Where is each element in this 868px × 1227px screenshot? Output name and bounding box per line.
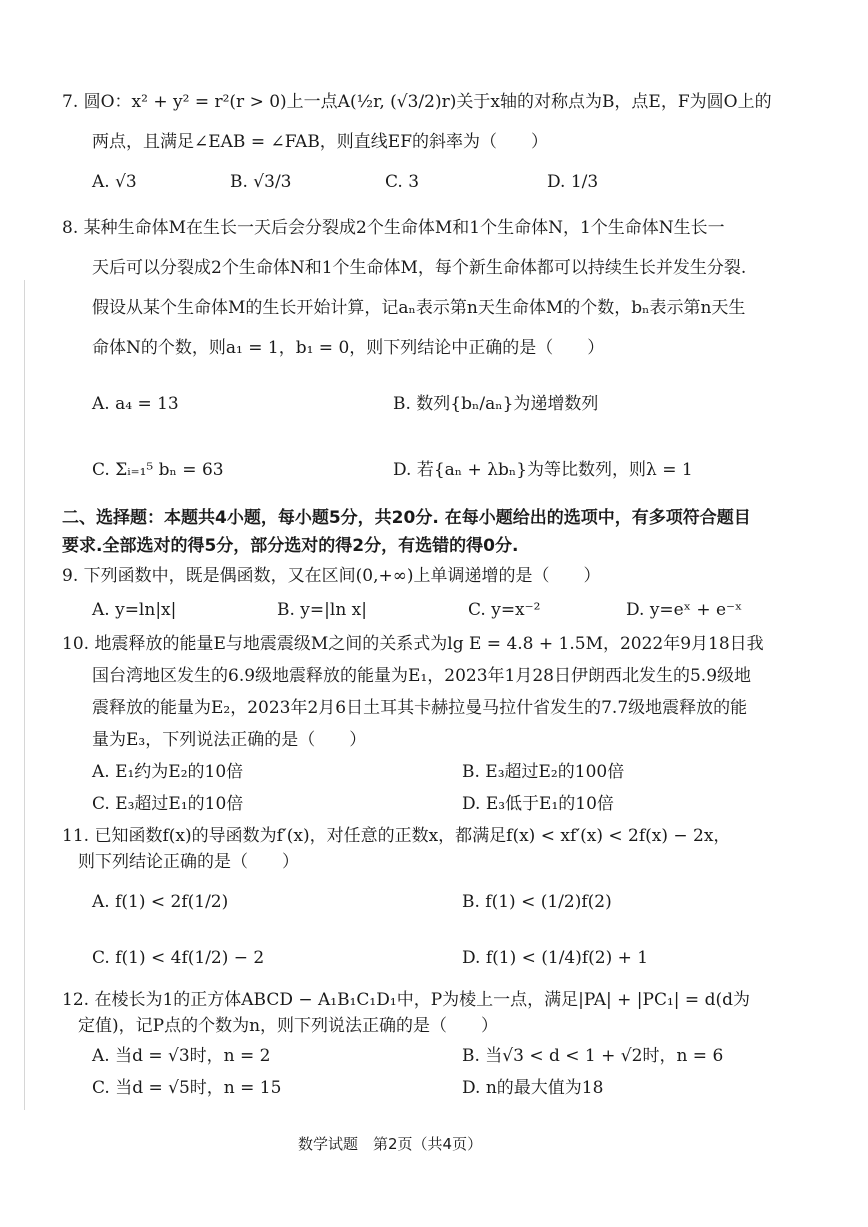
q7-option-c: C. 3 xyxy=(385,172,420,192)
q8-line-4: 命体N的个数，则a₁ = 1，b₁ = 0，则下列结论中正确的是（ ） xyxy=(92,338,605,358)
q10-option-a: A. E₁约为E₂的10倍 xyxy=(92,762,244,782)
q8-option-b: B. 数列{bₙ/aₙ}为递增数列 xyxy=(393,394,599,414)
q12-option-a: A. 当d = √3时，n = 2 xyxy=(92,1046,271,1066)
q8-option-d: D. 若{aₙ + λbₙ}为等比数列，则λ = 1 xyxy=(393,460,693,480)
q7-option-d: D. 1/3 xyxy=(547,172,599,192)
q12-line-2: 定值)，记P点的个数为n，则下列说法正确的是（ ） xyxy=(78,1016,499,1036)
q10-line-1: 10. 地震释放的能量E与地震震级M之间的关系式为lg E = 4.8 + 1.5M，2022年9月18日我 xyxy=(62,634,764,654)
q9-option-d: D. y=eˣ + e⁻ˣ xyxy=(626,600,743,620)
q11-line-1: 11. 已知函数f(x)的导函数为f′(x)，对任意的正数x，都满足f(x) < xf′(x) < 2f(x) − 2x， xyxy=(62,826,731,846)
q10-option-c: C. E₃超过E₁的10倍 xyxy=(92,794,244,814)
q9-line-1: 9. 下列函数中，既是偶函数，又在区间(0,+∞)上单调递增的是（ ） xyxy=(62,566,601,586)
q12-option-b: B. 当√3 < d < 1 + √2时，n = 6 xyxy=(462,1046,724,1066)
q11-option-c: C. f(1) < 4f(1/2) − 2 xyxy=(92,948,265,968)
q8-line-3: 假设从某个生命体M的生长开始计算，记aₙ表示第n天生命体M的个数，bₙ表示第n天生 xyxy=(92,298,746,318)
q11-line-2: 则下列结论正确的是（ ） xyxy=(78,852,299,872)
section-2-header-line-1: 二、选择题：本题共4小题，每小题5分，共20分. 在每小题给出的选项中，有多项符合题目 xyxy=(62,508,751,528)
q8-option-a: A. a₄ = 13 xyxy=(92,394,179,414)
q11-option-a: A. f(1) < 2f(1/2) xyxy=(92,892,229,912)
q8-line-1: 8. 某种生命体M在生长一天后会分裂成2个生命体M和1个生命体N，1个生命体N生长一 xyxy=(62,218,725,238)
q7-line-1: 7. 圆O：x² + y² = r²(r > 0)上一点A(½r, (√3/2)r)关于x轴的对称点为B，点E，F为圆O上的 xyxy=(62,92,772,112)
q10-option-b: B. E₃超过E₂的100倍 xyxy=(462,762,625,782)
q12-option-c: C. 当d = √5时，n = 15 xyxy=(92,1078,282,1098)
page-footer: 数学试题 第2页（共4页） xyxy=(298,1135,483,1153)
q10-line-3: 震释放的能量为E₂，2023年2月6日土耳其卡赫拉曼马拉什省发生的7.7级地震释放的能 xyxy=(92,698,748,718)
q9-option-c: C. y=x⁻² xyxy=(468,600,541,620)
q10-line-2: 国台湾地区发生的6.9级地震释放的能量为E₁，2023年1月28日伊朗西北发生的5.9级地 xyxy=(92,666,752,686)
q11-option-b: B. f(1) < (1/2)f(2) xyxy=(462,892,612,912)
q8-line-2: 天后可以分裂成2个生命体N和1个生命体M，每个新生命体都可以持续生长并发生分裂. xyxy=(92,258,747,278)
q10-option-d: D. E₃低于E₁的10倍 xyxy=(462,794,614,814)
q9-option-a: A. y=ln|x| xyxy=(92,600,177,620)
scan-edge-line xyxy=(24,280,25,1110)
q12-line-1: 12. 在棱长为1的正方体ABCD − A₁B₁C₁D₁中，P为棱上一点，满足|PA| + |PC₁| = d(d为 xyxy=(62,990,750,1010)
q12-option-d: D. n的最大值为18 xyxy=(462,1078,604,1098)
q11-option-d: D. f(1) < (1/4)f(2) + 1 xyxy=(462,948,649,968)
q7-option-b: B. √3/3 xyxy=(230,172,292,192)
q9-option-b: B. y=|ln x| xyxy=(277,600,367,620)
q7-line-2: 两点，且满足∠EAB = ∠FAB，则直线EF的斜率为（ ） xyxy=(92,132,549,152)
q8-option-c: C. Σᵢ₌₁⁵ bₙ = 63 xyxy=(92,460,224,480)
q7-option-a: A. √3 xyxy=(92,172,137,192)
q10-line-4: 量为E₃，下列说法正确的是（ ） xyxy=(92,730,367,750)
section-2-header-line-2: 要求.全部选对的得5分，部分选对的得2分，有选错的得0分. xyxy=(62,536,519,556)
